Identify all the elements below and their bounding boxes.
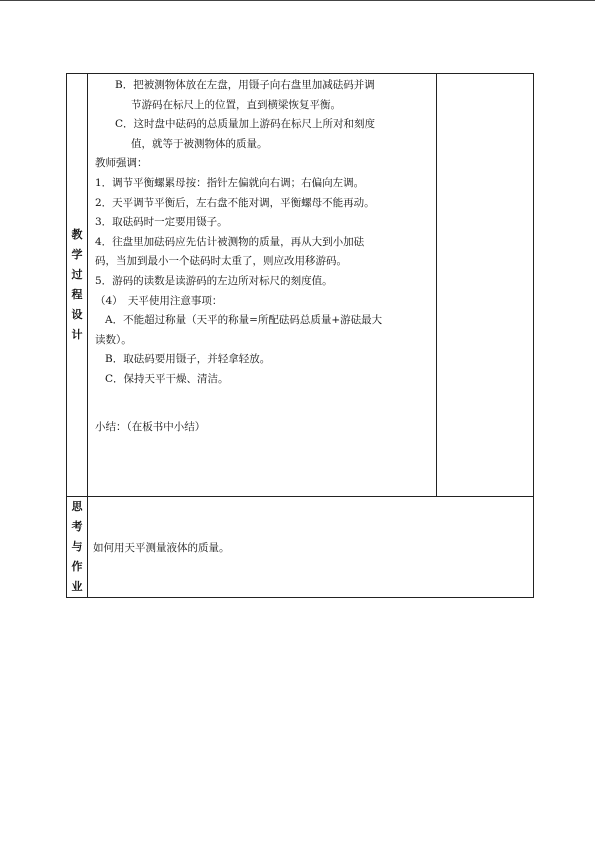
process-text-line: B．把被测物体放在左盘，用镊子向右盘里加减砝码并调	[115, 79, 375, 91]
homework-label-char: 思	[71, 500, 83, 513]
process-text-line: A．不能超过称量（天平的称量=所配砝码总质量+游砝最大	[105, 314, 383, 327]
page-top-rule	[0, 0, 595, 1]
homework-text: 如何用天平测量液体的质量。	[93, 541, 230, 554]
summary-line: 小结：（在板书中小结）	[95, 420, 206, 433]
homework-label-char: 与	[71, 540, 83, 553]
process-text-line: 1．调节平衡螺累母按：指针左偏就向右调；右偏向左调。	[95, 176, 365, 189]
homework-label	[67, 497, 88, 598]
teaching-process-label	[67, 74, 88, 497]
teaching-process-row	[67, 74, 534, 497]
process-text-line: （4） 天平使用注意事项：	[95, 294, 223, 307]
process-text-line: 4．往盘里加砝码应先估计被测物的质量，再从大到小加砝	[95, 235, 365, 248]
homework-label-char: 考	[71, 520, 83, 533]
process-text-line: 码，当加到最小一个砝码时太重了，则应改用移游码。	[95, 255, 347, 268]
process-text-line: 节游码在标尺上的位置，直到横梁恢复平衡。	[131, 98, 341, 111]
process-text-line: C．这时盘中砝码的总质量加上游码在标尺上所对和刻度	[115, 118, 376, 131]
process-text-line: 值，就等于被测物体的质量。	[131, 137, 268, 150]
process-label-char: 程	[71, 288, 83, 301]
process-text-line: 5．游码的读数是读游码的左边所对标尺的刻度值。	[95, 274, 333, 287]
process-label-char: 学	[71, 248, 83, 261]
homework-content	[88, 497, 534, 598]
homework-label-char: 业	[71, 580, 83, 593]
process-label-char: 过	[71, 268, 83, 281]
notes-column	[437, 74, 534, 497]
homework-label-char: 作	[71, 560, 83, 573]
homework-row	[67, 497, 534, 598]
process-text-line: 3．取砝码时一定要用镊子。	[95, 216, 228, 229]
process-text-line: B．取砝码要用镊子，并轻拿轻放。	[105, 353, 271, 366]
process-label-char: 教	[71, 228, 83, 241]
process-label-char: 设	[71, 308, 83, 321]
teaching-process-content	[88, 74, 437, 497]
process-text-line: 读数）。	[95, 333, 132, 346]
process-text-line: 教师强调：	[95, 157, 148, 170]
process-label-char: 计	[71, 328, 83, 341]
spacer	[95, 390, 436, 418]
process-text-line: C．保持天平干燥、清洁。	[105, 372, 229, 385]
teaching-process-lines	[95, 76, 436, 390]
lesson-plan-table	[66, 73, 534, 598]
process-text-line: 2．天平调节平衡后，左右盘不能对调，平衡螺母不能再动。	[95, 196, 375, 209]
